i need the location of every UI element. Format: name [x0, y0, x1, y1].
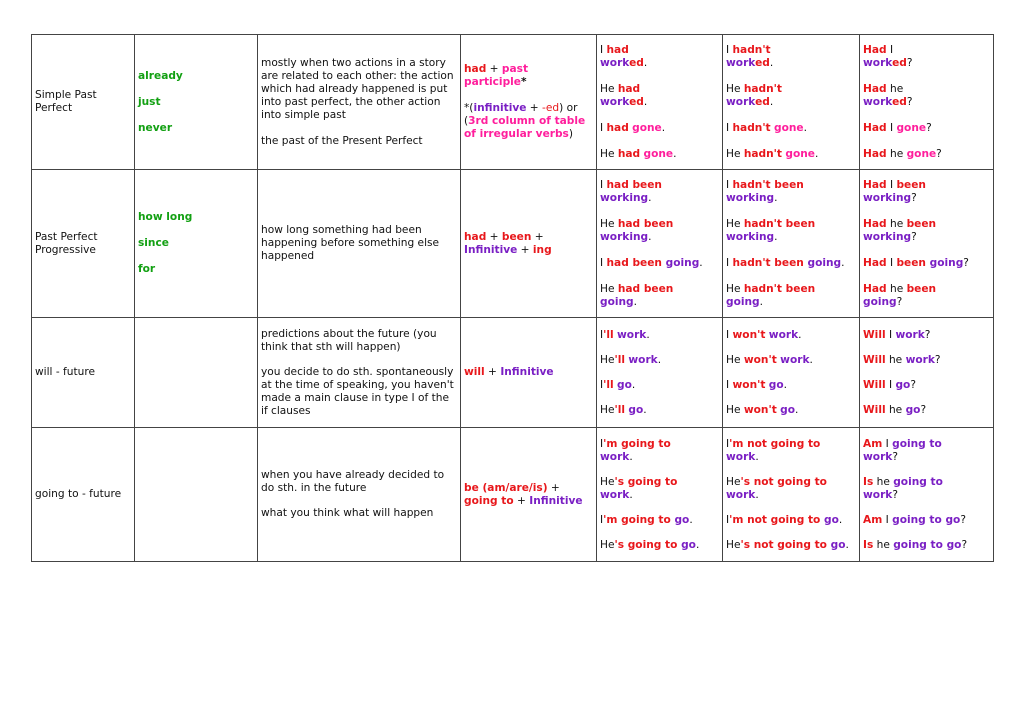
form-text: will + Infinitive: [461, 318, 597, 428]
affirmative-examples: I had been working. He had been working. I had been going. He had been going.: [597, 170, 723, 318]
signal-words: [135, 428, 258, 562]
negative-examples: I hadn't been working. He hadn't been working. I hadn't been going. He hadn't been going.: [723, 170, 860, 318]
question-examples: Am I going to work? Is he going to work? Am I going to go? Is he going to go?: [860, 428, 994, 562]
usage-text: predictions about the future (you think that sth will happen) you decide to do sth. spontaneously at the time of speaking, you haven't made a main clause in type I of the if clauses: [258, 318, 461, 428]
usage-text: mostly when two actions in a story are related to each other: the action which had already happened is put into past perfect, the other action into simple past the past of the Present Perfect: [258, 35, 461, 170]
usage-text: how long something had been happening before something else happened: [258, 170, 461, 318]
question-examples: Had I been working? Had he been working? Had I been going? Had he been going?: [860, 170, 994, 318]
tense-name: Past Perfect Progressive: [32, 170, 135, 318]
table-row: [32, 35, 994, 170]
negative-examples: I'm not going to work. He's not going to work. I'm not going to go. He's not going to go.: [723, 428, 860, 562]
form-text: had + past participle* *(infinitive + -ed) or (3rd column of table of irregular verbs): [461, 35, 597, 170]
signal-word: for: [138, 263, 156, 275]
affirmative-examples: I had worked. He had worked. I had gone. He had gone.: [597, 35, 723, 170]
signal-words: [135, 318, 258, 428]
negative-examples: I won't work. He won't work. I won't go. He won't go.: [723, 318, 860, 428]
signal-words: [135, 170, 258, 318]
table-row: [32, 428, 994, 562]
tense-name: will - future: [32, 318, 135, 428]
signal-word: how long: [138, 211, 193, 223]
usage-text: when you have already decided to do sth. in the future what you think what will happen: [258, 428, 461, 562]
question-examples: Had I worked? Had he worked? Had I gone? Had he gone?: [860, 35, 994, 170]
affirmative-examples: I'm going to work. He's going to work. I'm going to go. He's going to go.: [597, 428, 723, 562]
signal-word: already: [138, 69, 183, 82]
table-row: [32, 318, 994, 428]
table-row: [32, 170, 994, 318]
signal-word: never: [138, 121, 173, 134]
tense-name: going to - future: [32, 428, 135, 562]
form-text: be (am/are/is) + going to + Infinitive: [461, 428, 597, 562]
question-examples: Will I work? Will he work? Will I go? Will he go?: [860, 318, 994, 428]
negative-examples: I hadn't worked. He hadn't worked. I hadn't gone. He hadn't gone.: [723, 35, 860, 170]
signal-word: since: [138, 237, 169, 249]
signal-word: just: [138, 95, 161, 108]
form-text: had + been + Infinitive + ing: [461, 170, 597, 318]
affirmative-examples: I'll work. He'll work. I'll go. He'll go.: [597, 318, 723, 428]
tense-name: Simple Past Perfect: [32, 35, 135, 170]
grammar-table: [31, 34, 994, 562]
signal-words: [135, 35, 258, 170]
